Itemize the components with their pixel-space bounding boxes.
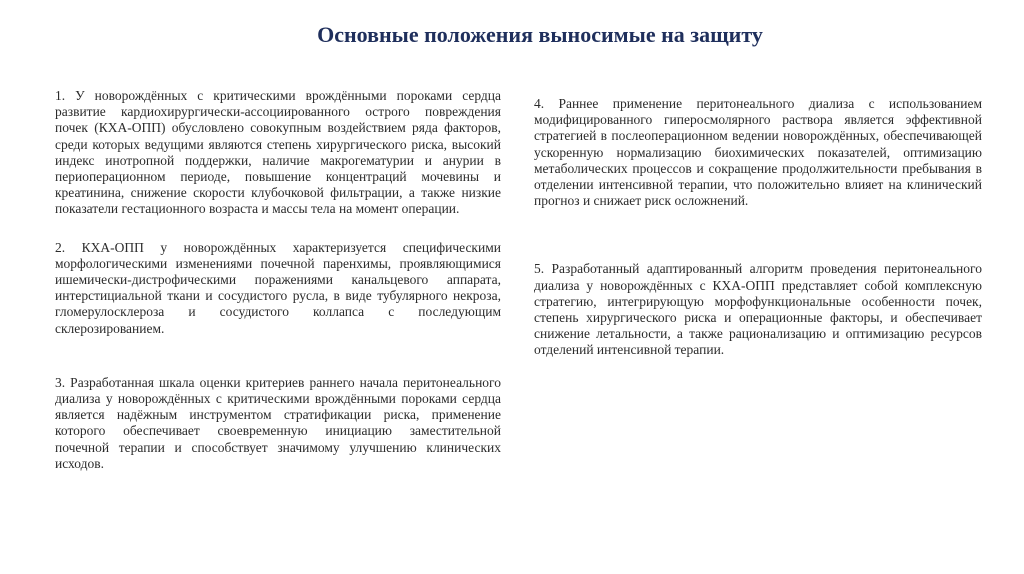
thesis-2: 2. КХА-ОПП у новорождённых характеризуется специфическими морфологическими изменениями почечной паренхимы, проявляющимися ишемически-дистрофическими поражениями канальцевого аппарата, интерстициальной ткани и сосудистого русла, в виде тубулярного некроза, гломерулосклероза и сосудистого коллапса с последующим склерозированием. — [55, 239, 501, 336]
thesis-4: 4. Раннее применение перитонеального диализа с использованием модифицированного гиперосмолярного раствора является эффективной стратегией в послеоперационном ведении новорождённых, обеспечивающей ускоренную нормализацию биохимических показателей, оптимизацию метаболических процессов и сокращение продолжительности пребывания в отделении интенсивной терапии, что положительно влияет на клинический прогноз и снижает риск осложнений. — [534, 96, 982, 209]
left-column — [55, 88, 501, 472]
thesis-3: 3. Разработанная шкала оценки критериев раннего начала перитонеального диализа у новорождённых с критическими врождёнными пороками сердца является надёжным инструментом стратификации риска, применение которого обеспечивает своевременную инициацию заместительной почечной терапии и способствует значимому улучшению клинических исходов. — [55, 374, 501, 471]
slide-title-text: Основные положения выносимые на защиту — [317, 22, 763, 47]
thesis-1: 1. У новорождённых с критическими врождёнными пороками сердца развитие кардиохирургически-ассоциированного острого повреждения почек (КХА-ОПП) обусловлено совокупным воздействием ряда факторов, среди которых ведущими являются степень хирургического риска, высокий индекс инотропной поддержки, наличие макрогематурии и анурии в периоперационном периоде, повышение концентраций мочевины и креатинина, снижение скорости клубочковой фильтрации, а также низкие показатели гестационного возраста и массы тела на момент операции. — [55, 88, 501, 217]
thesis-5: 5. Разработанный адаптированный алгоритм проведения перитонеального диализа у новорождённых с КХА-ОПП представляет собой комплексную стратегию, интегрирующую морфофункциональные особенности почек, степень хирургического риска и операционные факторы, и обеспечивает снижение летальности, а также рационализацию и оптимизацию ресурсов отделений интенсивной терапии. — [534, 261, 982, 358]
slide-title — [0, 22, 1024, 48]
right-column — [534, 96, 982, 359]
